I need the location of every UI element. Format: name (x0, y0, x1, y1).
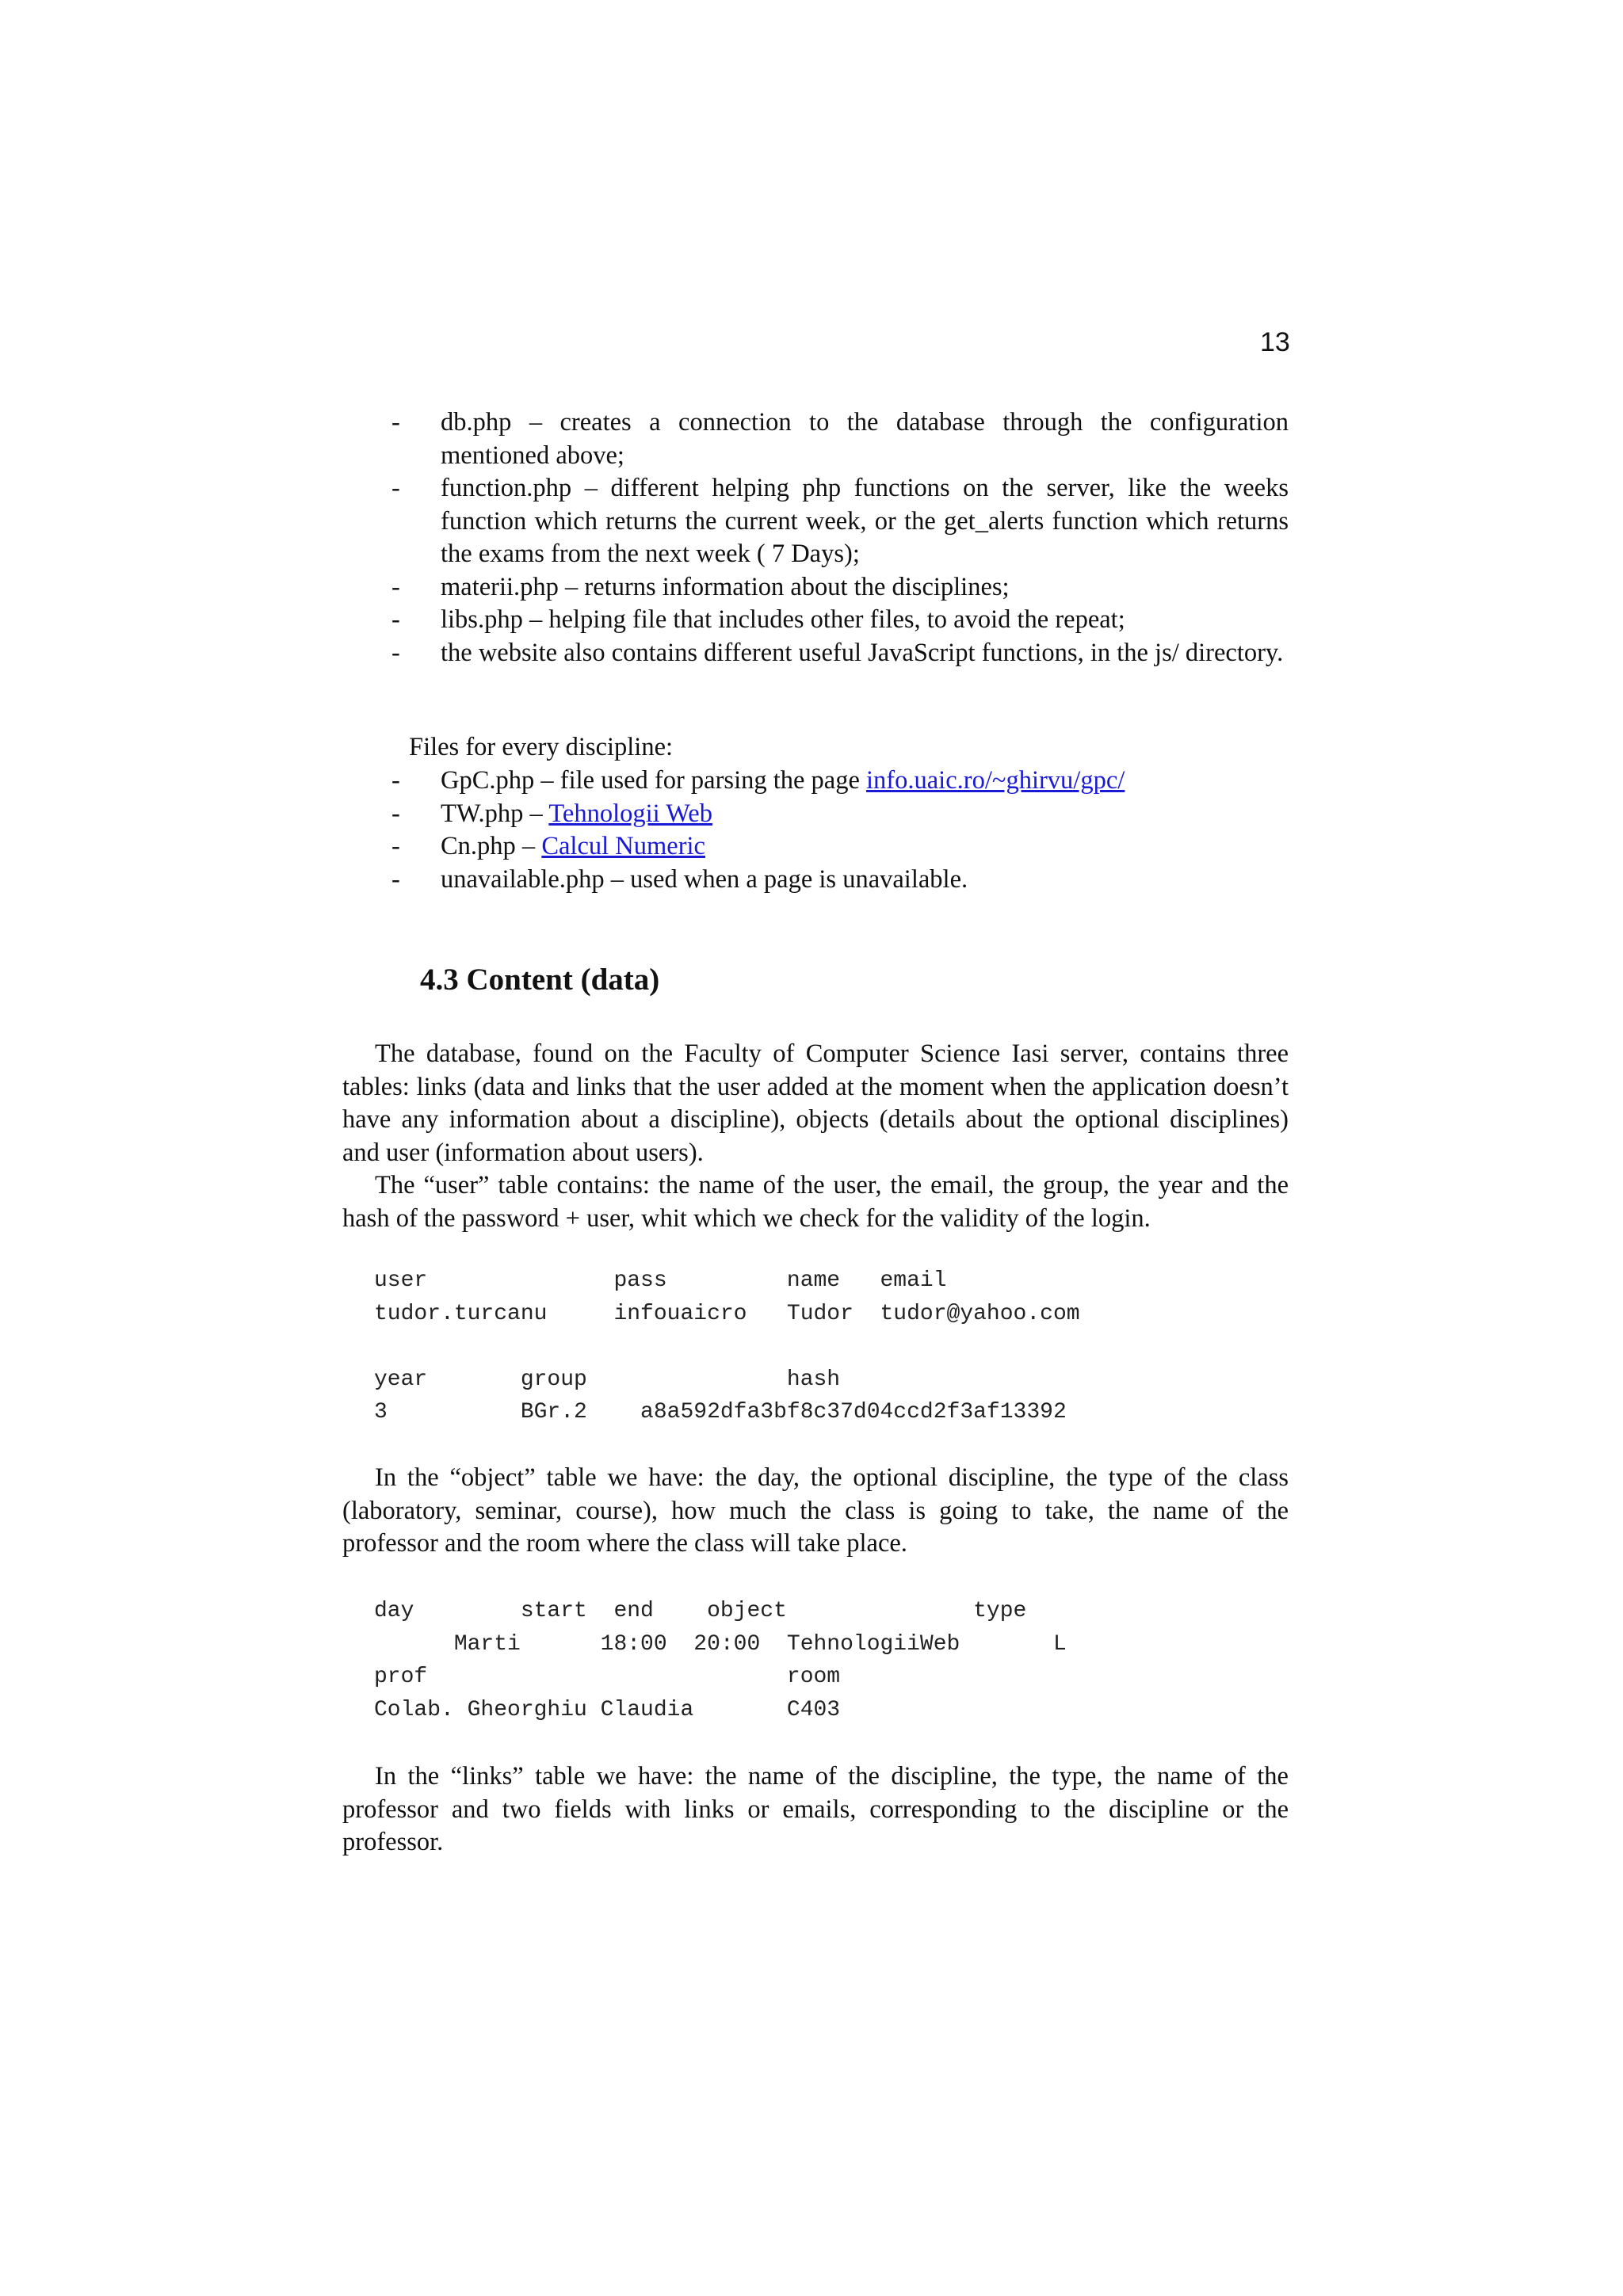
list-item (342, 472, 1289, 571)
bullet-dash: - (391, 408, 400, 437)
bullet-dash: - (391, 799, 400, 828)
list-item (342, 571, 1289, 605)
files-heading: Files for every discipline: (409, 733, 674, 761)
list-item (342, 864, 1289, 897)
bullet-dash: - (391, 572, 400, 601)
gpc-link[interactable]: info.uaic.ro/~ghirvu/gpc/ (866, 766, 1125, 795)
list-item-text: the website also contains different useful JavaScript functions, in the js/ directory. (441, 638, 1284, 667)
list-item-text: libs.php – helping file that includes other files, to avoid the repeat; (441, 605, 1125, 634)
bullet-dash: - (391, 864, 400, 894)
paragraph: The database, found on the Faculty of Computer Science Iasi server, contains three tables: links (data and links that the user added at the moment when the application doesn’t have any information about a discipline), objects (details about the optional disciplines) and user (information about users). (342, 1039, 1289, 1167)
section-heading: 4.3 Content (data) (420, 963, 660, 997)
list-item (342, 637, 1289, 670)
paragraph-block-1 (342, 1038, 1289, 1235)
file-list (342, 406, 1289, 669)
tehnologii-web-link[interactable]: Tehnologii Web (548, 799, 712, 828)
user-table-sample: user pass name email tudor.turcanu infouaicro Tudor tudor@yahoo.com year group hash 3 BGr.2 a8a592dfa3bf8c37d04ccd2f3af13392 (374, 1268, 1080, 1425)
paragraph: In the “object” table we have: the day, the optional discipline, the type of the class (laboratory, seminar, course), how much the class is going to take, the name of the professor and the room where the class will take place. (342, 1463, 1289, 1558)
bullet-dash: - (391, 638, 400, 667)
list-item (342, 406, 1289, 472)
discipline-file-list (342, 765, 1289, 896)
bullet-dash: - (391, 832, 400, 860)
paragraph-block-2 (342, 1462, 1289, 1561)
list-item-text: unavailable.php – used when a page is unavailable. (441, 864, 968, 894)
bullet-dash: - (391, 474, 400, 502)
list-item (342, 604, 1289, 637)
list-item-text: function.php – different helping php functions on the server, like the weeks function which returns the current week, or the get_alerts function which returns the exams from the next week ( 7 Days); (441, 474, 1289, 568)
calcul-numeric-link[interactable]: Calcul Numeric (541, 832, 705, 860)
list-item-text: Cn.php – (441, 832, 542, 860)
page-number: 13 (1260, 327, 1290, 357)
bullet-dash: - (391, 766, 400, 795)
list-item (342, 830, 1289, 864)
paragraph: In the “links” table we have: the name of the discipline, the type, the name of the professor and two fields with links or emails, corresponding to the discipline or the professor. (342, 1762, 1289, 1856)
bullet-dash: - (391, 605, 400, 634)
list-item-text: GpC.php – file used for parsing the page (441, 766, 867, 795)
paragraph: The “user” table contains: the name of the user, the email, the group, the year and the hash of the password + user, whit which we check for the validity of the login. (342, 1171, 1289, 1233)
list-item (342, 798, 1289, 831)
object-table-sample: day start end object type Marti 18:00 20:00 TehnologiiWeb L prof room Colab. Gheorghiu Claudia C403 (374, 1599, 1067, 1722)
paragraph-block-3 (342, 1760, 1289, 1859)
list-item (342, 765, 1289, 798)
list-item-text: TW.php – (441, 799, 549, 828)
list-item-text: db.php – creates a connection to the database through the configuration mentioned above; (441, 408, 1289, 470)
list-item-text: materii.php – returns information about the disciplines; (441, 572, 1010, 601)
